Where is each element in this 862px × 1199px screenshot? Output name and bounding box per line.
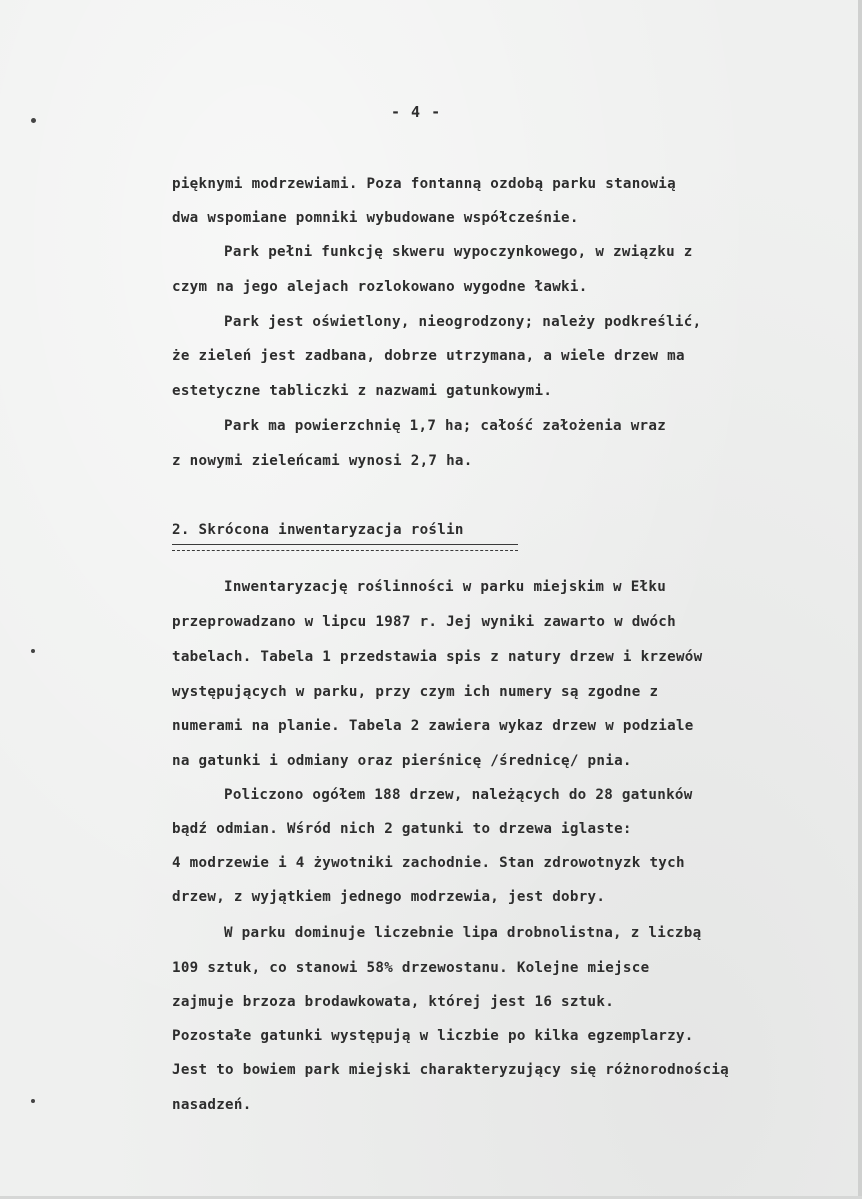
text-line: 109 sztuk, co stanowi 58% drzewostanu. Kolejne miejsce bbox=[172, 960, 650, 976]
text-line: czym na jego alejach rozlokowano wygodne ławki. bbox=[172, 279, 588, 295]
text-line: estetyczne tabliczki z nazwami gatunkowymi. bbox=[172, 383, 553, 399]
text-line: pięknymi modrzewiami. Poza fontanną ozdobą parku stanowią bbox=[172, 176, 676, 192]
text-line: Inwentaryzację roślinności w parku miejskim w Ełku bbox=[224, 579, 667, 595]
text-line: drzew, z wyjątkiem jednego modrzewia, jest dobry. bbox=[172, 889, 606, 905]
text-line: Pozostałe gatunki występują w liczbie po kilka egzemplarzy. bbox=[172, 1028, 694, 1044]
text-line: Policzono ogółem 188 drzew, należących do 28 gatunków bbox=[224, 787, 693, 803]
section-heading: 2. Skrócona inwentaryzacja roślin bbox=[172, 522, 464, 538]
text-line: 4 modrzewie i 4 żywotniki zachodnie. Stan zdrowotnyzk tych bbox=[172, 855, 685, 871]
text-line: że zieleń jest zadbana, dobrze utrzymana, a wiele drzew ma bbox=[172, 348, 685, 364]
text-line: na gatunki i odmiany oraz pierśnicę /średnicę/ pnia. bbox=[172, 753, 632, 769]
text-line: tabelach. Tabela 1 przedstawia spis z natury drzew i krzewów bbox=[172, 649, 703, 665]
punch-mark-middle bbox=[31, 649, 35, 653]
punch-mark-top bbox=[31, 118, 36, 123]
page-number: - 4 - bbox=[391, 103, 442, 121]
text-line: zajmuje brzoza brodawkowata, której jest 16 sztuk. bbox=[172, 994, 615, 1010]
text-line: numerami na planie. Tabela 2 zawiera wykaz drzew w podziale bbox=[172, 718, 694, 734]
page-edge-right bbox=[858, 0, 862, 1199]
text-line: występujących w parku, przy czym ich numery są zgodne z bbox=[172, 684, 659, 700]
text-line: Jest to bowiem park miejski charakteryzujący się różnorodnością bbox=[172, 1062, 730, 1078]
text-line: z nowymi zieleńcami wynosi 2,7 ha. bbox=[172, 453, 473, 469]
text-line: Park jest oświetlony, nieogrodzony; należy podkreślić, bbox=[224, 314, 702, 330]
text-line: nasadzeń. bbox=[172, 1097, 252, 1113]
text-line: Park pełni funkcję skweru wypoczynkowego, w związku z bbox=[224, 244, 693, 260]
heading-underline bbox=[172, 544, 518, 551]
text-line: W parku dominuje liczebnie lipa drobnolistna, z liczbą bbox=[224, 925, 702, 941]
text-line: przeprowadzano w lipcu 1987 r. Jej wyniki zawarto w dwóch bbox=[172, 614, 676, 630]
text-line: Park ma powierzchnię 1,7 ha; całość założenia wraz bbox=[224, 418, 667, 434]
text-line: dwa wspomiane pomniki wybudowane współcześnie. bbox=[172, 210, 579, 226]
punch-mark-bottom bbox=[31, 1099, 35, 1103]
text-line: bądź odmian. Wśród nich 2 gatunki to drzewa iglaste: bbox=[172, 821, 632, 837]
